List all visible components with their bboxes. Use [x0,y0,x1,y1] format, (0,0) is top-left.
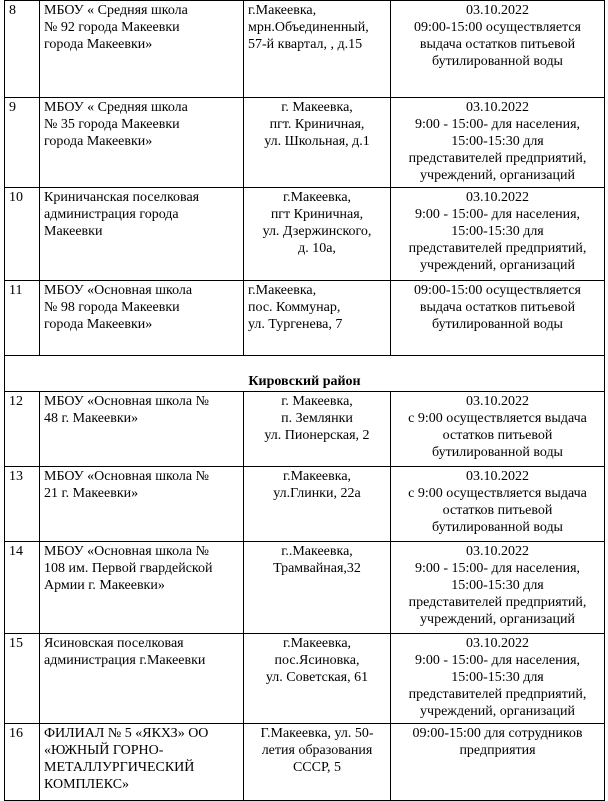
address: г.Макеевка, ул.Глинки, 22а [244,467,391,542]
address: г.Макеевка, пос. Коммунар, ул. Тургенева, 7 [244,281,391,356]
table-row [5,392,605,467]
table-row [5,281,605,356]
address: г.Макеевка, пгт Криничная, ул. Дзержинского, д. 10а, [244,188,391,281]
row-number: 9 [5,98,40,188]
schedule-info: 03.10.2022 с 9:00 осуществляется выдача остатков питьевой бутилированной воды [391,467,605,542]
institution-name: МБОУ « Средняя школа № 92 города Макеевки города Макеевки» [40,1,244,98]
table-row [5,724,605,801]
institution-name: МБОУ «Основная школа № 108 им. Первой гвардейской Армии г. Макеевки» [40,542,244,634]
table-row [5,542,605,634]
district-heading: Кировский район [5,356,605,392]
address: Г.Макеевка, ул. 50- летия образования СССР, 5 [244,724,391,801]
institution-name: Криничанская поселковая администрация города Макеевки [40,188,244,281]
row-number: 16 [5,724,40,801]
table-row [5,1,605,98]
row-number: 14 [5,542,40,634]
row-number: 12 [5,392,40,467]
address: г.Макеевка, пос.Ясиновка, ул. Советская, 61 [244,634,391,724]
table-row [5,467,605,542]
institution-name: ФИЛИАЛ № 5 «ЯКХЗ» ОО «ЮЖНЫЙ ГОРНО- МЕТАЛЛУРГИЧЕСКИЙ КОМПЛЕКС» [40,724,244,801]
table-row [5,634,605,724]
schedule-info: 03.10.2022 9:00 - 15:00- для населения, 15:00-15:30 для представителей предприятий, учреждений, организаций [391,542,605,634]
table-row [5,188,605,281]
address: г.Макеевка, мрн.Объединенный, 57-й квартал, , д.15 [244,1,391,98]
row-number: 10 [5,188,40,281]
row-number: 15 [5,634,40,724]
schedule-info: 09:00-15:00 осуществляется выдача остатков питьевой бутилированной воды [391,281,605,356]
address: г..Макеевка, Трамвайная,32 [244,542,391,634]
district-row [5,356,605,392]
row-number: 8 [5,1,40,98]
schedule-info: 03.10.2022 9:00 - 15:00- для населения, 15:00-15:30 для представителей предприятий, учреждений, организаций [391,634,605,724]
schedule-info: 03.10.2022 с 9:00 осуществляется выдача остатков питьевой бутилированной воды [391,392,605,467]
schedule-info: 03.10.2022 9:00 - 15:00- для населения, 15:00-15:30 для представителей предприятий, учреждений, организаций [391,188,605,281]
address: г. Макеевка, п. Землянки ул. Пионерская, 2 [244,392,391,467]
institution-name: МБОУ «Основная школа № 21 г. Макеевки» [40,467,244,542]
schedule-info: 03.10.2022 9:00 - 15:00- для населения, 15:00-15:30 для представителей предприятий, учреждений, организаций [391,98,605,188]
table-row [5,98,605,188]
water-distribution-table [4,0,605,801]
row-number: 13 [5,467,40,542]
institution-name: Ясиновская поселковая администрация г.Макеевки [40,634,244,724]
institution-name: МБОУ « Средняя школа № 35 города Макеевки города Макеевки» [40,98,244,188]
schedule-info: 09:00-15:00 для сотрудников предприятия [391,724,605,801]
institution-name: МБОУ «Основная школа № 98 города Макеевки города Макеевки» [40,281,244,356]
row-number: 11 [5,281,40,356]
institution-name: МБОУ «Основная школа № 48 г. Макеевки» [40,392,244,467]
address: г. Макеевка, пгт. Криничная, ул. Школьная, д.1 [244,98,391,188]
schedule-info: 03.10.2022 09:00-15:00 осуществляется выдача остатков питьевой бутилированной воды [391,1,605,98]
